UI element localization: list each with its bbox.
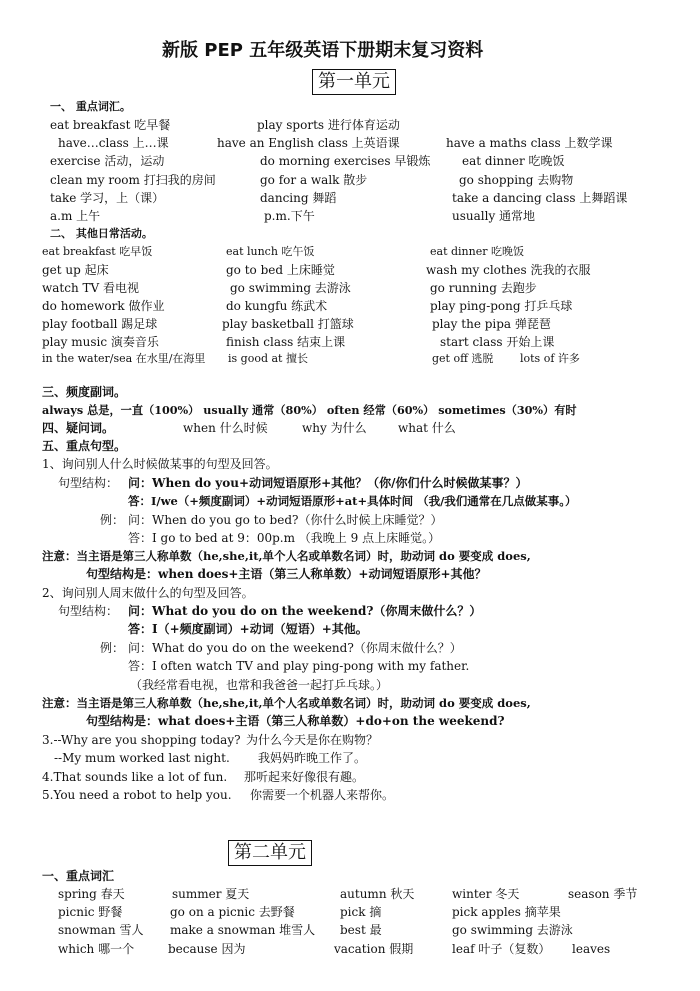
- daily-item: play music 演奏音乐: [42, 335, 159, 349]
- sentence3b-cn: 我妈妈昨晚工作了。: [258, 751, 367, 765]
- vocab-item: p.m.下午: [264, 209, 315, 223]
- pattern1-answer: 答：I/we（+频度副词）+动词短语原形+at+具体时间 （我/我们通常在几点做某事。）: [128, 494, 577, 508]
- vocab-item: play sports 进行体育运动: [257, 118, 400, 132]
- daily-item: go swimming 去游泳: [230, 281, 351, 295]
- vocab-item: which 哪一个: [58, 942, 135, 956]
- vocab-item: exercise 活动，运动: [50, 154, 165, 168]
- daily-item: do kungfu 练武术: [226, 299, 328, 313]
- daily-item: go to bed 上床睡觉: [226, 263, 335, 277]
- unit2-heading: 第二单元: [228, 840, 312, 866]
- sentence3-en: 3.--Why are you shopping today?: [42, 733, 241, 747]
- sentence4-cn: 那听起来好像很有趣。: [244, 770, 365, 784]
- daily-item: finish class 结束上课: [226, 335, 346, 349]
- structure-label: 句型结构：: [58, 476, 119, 490]
- sentence4-en: 4.That sounds like a lot of fun.: [42, 770, 228, 784]
- vocab-item: have a maths class 上数学课: [446, 136, 613, 150]
- pattern2-example-answer: 答：I often watch TV and play ping-pong with my father.: [128, 659, 470, 673]
- daily-item: lots of 许多: [520, 352, 580, 365]
- vocab-item: season 季节: [568, 887, 638, 901]
- structure-label: 句型结构：: [58, 604, 119, 618]
- note2-line2: 句型结构是：what does+主语（第三人称单数）+do+on the weekend?: [86, 714, 505, 728]
- pattern1-question: 问：When do you+动词短语原形+其他？（你/你们什么时候做某事？）: [128, 476, 528, 490]
- vocab-item: take a dancing class 上舞蹈课: [452, 191, 628, 205]
- vocab-item: take 学习，上（课）: [50, 191, 165, 205]
- frequency-adverbs: always 总是，一直（100%） usually 通常（80%） often 经常（60%） sometimes（30%）有时: [42, 403, 577, 417]
- vocab-item: snowman 雪人: [58, 923, 144, 937]
- daily-item: get up 起床: [42, 263, 109, 277]
- pattern1-intro: 1、询问别人什么时候做某事的句型及回答。: [42, 457, 278, 471]
- pattern2-question: 问：What do you do on the weekend?（你周末做什么？）: [128, 604, 482, 618]
- daily-item: start class 开始上课: [440, 335, 555, 349]
- vocab-item: go for a walk 散步: [260, 173, 368, 187]
- note1-line1: 注意：当主语是第三人称单数（he,she,it,单个人名或单数名词）时，助动词 do 要变成 does,: [42, 549, 531, 563]
- question-word: when 什么时候: [183, 421, 268, 435]
- vocab-item: eat breakfast 吃早餐: [50, 118, 171, 132]
- vocab-item: a.m 上午: [50, 209, 101, 223]
- vocab-item: have…class 上…课: [58, 136, 169, 150]
- pattern2-example-question: 问：What do you do on the weekend?（你周末做什么？）: [128, 641, 462, 655]
- daily-item: play ping-pong 打乒乓球: [430, 299, 573, 313]
- note2-line1: 注意：当主语是第三人称单数（he,she,it,单个人名或单数名词）时，助动词 do 要变成 does,: [42, 696, 531, 710]
- note1-line2: 句型结构是：when does+主语（第三人称单数）+动词短语原形+其他？: [86, 567, 487, 581]
- vocab-item: go shopping 去购物: [459, 173, 574, 187]
- unit1-heading: 第一单元: [312, 69, 396, 95]
- daily-item: play basketball 打篮球: [222, 317, 354, 331]
- vocab-item: have an English class 上英语课: [217, 136, 400, 150]
- vocab-item: eat dinner 吃晚饭: [462, 154, 565, 168]
- daily-item: watch TV 看电视: [42, 281, 139, 295]
- sentence3-cn: 为什么今天是你在购物？: [246, 733, 379, 747]
- unit1-sec5-heading: 五、重点句型。: [42, 439, 127, 453]
- pattern1-example-answer: 答：I go to bed at 9：00p.m （我晚上 9 点上床睡觉。）: [128, 531, 441, 545]
- vocab-item: leaf 叶子（复数）: [452, 942, 551, 956]
- daily-item: eat lunch 吃午饭: [226, 245, 315, 258]
- daily-item: eat breakfast 吃早饭: [42, 245, 153, 258]
- vocab-item: summer 夏天: [172, 887, 250, 901]
- daily-item: do homework 做作业: [42, 299, 165, 313]
- daily-item: in the water/sea 在水里/在海里: [42, 352, 206, 365]
- vocab-item: best 最: [340, 923, 382, 937]
- sentence5-cn: 你需要一个机器人来帮你。: [250, 788, 395, 802]
- unit1-sec4-heading: 四、疑问词。: [42, 421, 115, 435]
- daily-item: is good at 擅长: [228, 352, 308, 365]
- unit1-sec2-heading: 二、 其他日常活动。: [50, 227, 153, 240]
- daily-item: go running 去跑步: [430, 281, 537, 295]
- daily-item: play the pipa 弹琵琶: [432, 317, 551, 331]
- daily-item: wash my clothes 洗我的衣服: [426, 263, 591, 277]
- daily-item: eat dinner 吃晚饭: [430, 245, 524, 258]
- sentence5-en: 5.You need a robot to help you.: [42, 788, 232, 802]
- example-label: 例：: [100, 513, 125, 527]
- document-title: 新版 PEP 五年级英语下册期末复习资料: [162, 40, 484, 61]
- daily-item: play football 踢足球: [42, 317, 158, 331]
- vocab-item: because 因为: [168, 942, 246, 956]
- vocab-item: go swimming 去游泳: [452, 923, 573, 937]
- vocab-item: usually 通常地: [452, 209, 536, 223]
- vocab-item: do morning exercises 早锻炼: [260, 154, 431, 168]
- unit2-sec1-heading: 一、重点词汇: [42, 869, 115, 883]
- vocab-item: leaves: [572, 942, 611, 956]
- vocab-item: pick 摘: [340, 905, 382, 919]
- daily-item: get off 逃脱: [432, 352, 494, 365]
- question-word: why 为什么: [302, 421, 367, 435]
- pattern2-answer: 答：I（+频度副词）+动词（短语）+其他。: [128, 622, 368, 636]
- vocab-item: make a snowman 堆雪人: [170, 923, 316, 937]
- vocab-item: dancing 舞蹈: [260, 191, 337, 205]
- example-label: 例：: [100, 641, 125, 655]
- unit1-sec3-heading: 三、频度副词。: [42, 385, 127, 399]
- vocab-item: vacation 假期: [334, 942, 414, 956]
- unit1-sec1-heading: 一、 重点词汇。: [50, 100, 131, 113]
- vocab-item: go on a picnic 去野餐: [170, 905, 295, 919]
- question-word: what 什么: [398, 421, 456, 435]
- sentence3b-en: --My mum worked last night.: [54, 751, 230, 765]
- pattern2-intro: 2、询问别人周末做什么的句型及回答。: [42, 586, 254, 600]
- vocab-item: clean my room 打扫我的房间: [50, 173, 216, 187]
- vocab-item: autumn 秋天: [340, 887, 415, 901]
- vocab-item: pick apples 摘苹果: [452, 905, 561, 919]
- vocab-item: spring 春天: [58, 887, 125, 901]
- vocab-item: winter 冬天: [452, 887, 520, 901]
- vocab-item: picnic 野餐: [58, 905, 123, 919]
- pattern1-example-question: 问：When do you go to bed?（你什么时候上床睡觉？）: [128, 513, 443, 527]
- pattern2-example-translation: （我经常看电视，也常和我爸爸一起打乒乓球。）: [130, 678, 389, 692]
